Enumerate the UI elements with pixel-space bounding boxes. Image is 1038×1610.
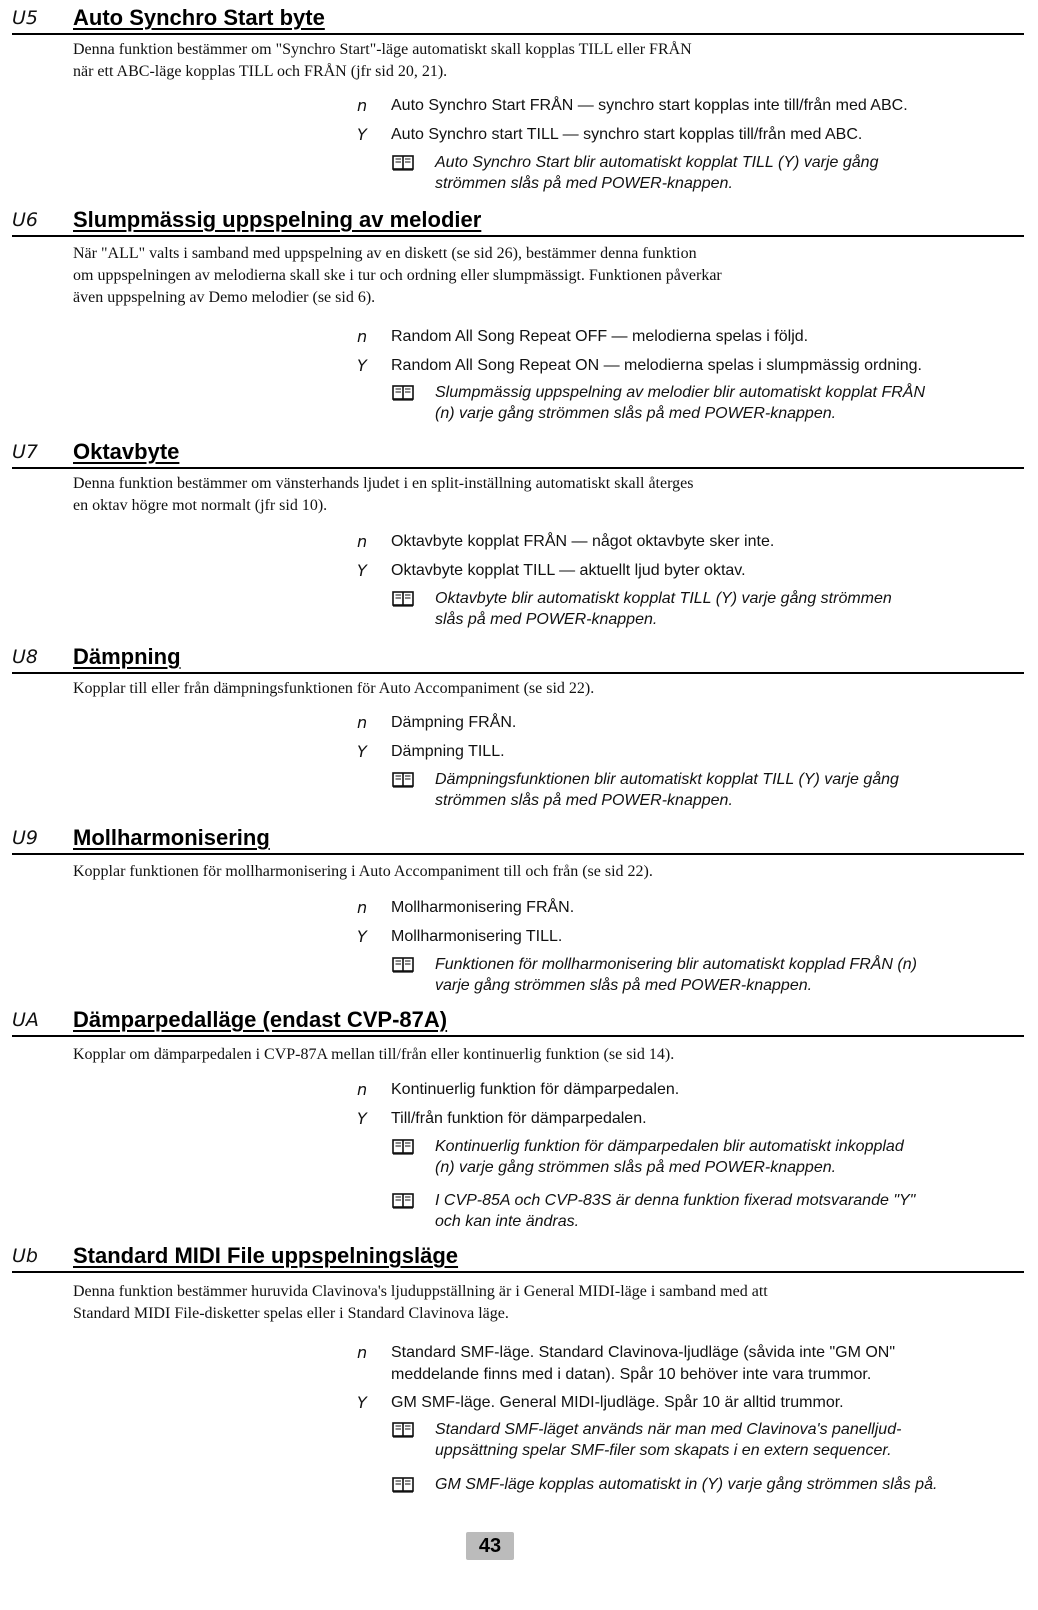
- section-title: Dämparpedalläge (endast CVP-87A): [73, 1007, 448, 1032]
- book-icon: [392, 591, 414, 607]
- option-text: Auto Synchro Start FRÅN — synchro start kopplas inte till/från med ABC.: [391, 97, 908, 114]
- note-text: Funktionen för mollharmonisering blir automatiskt kopplad FRÅN (n) varje gång strömmen slås på med POWER-knappen.: [435, 956, 917, 994]
- section-rule: [12, 235, 1024, 237]
- option-y: [345, 560, 1015, 582]
- section-title: Slumpmässig uppspelning av melodier: [73, 207, 482, 232]
- section-header: [0, 6, 1038, 38]
- option-n: [345, 531, 1015, 553]
- section-rule: [12, 853, 1024, 855]
- section-code: Ub: [12, 1245, 38, 1267]
- option-key: n: [357, 713, 368, 732]
- option-key: n: [357, 898, 368, 917]
- section-description: När "ALL" valts i samband med uppspelning av en diskett (se sid 26), bestämmer denna funktion om uppspelningen av melodierna skall ske i tur och ordning eller slumpmässigt. Funktionen påverkar även uppspelning av Demo melodier (se sid 6).: [73, 245, 722, 306]
- section-header: [0, 1244, 1038, 1276]
- note-text: Oktavbyte blir automatiskt kopplat TILL (Y) varje gång strömmen slås på med POWER-knappen.: [435, 590, 892, 628]
- section-description: Denna funktion bestämmer huruvida Clavinova's ljuduppställning är i General MIDI-läge i samband med att Standard MIDI File-disketter spelas eller i Standard Clavinova läge.: [73, 1283, 768, 1322]
- section-title: Mollharmonisering: [73, 825, 270, 850]
- option-y: [345, 1108, 1015, 1130]
- section-u9: [0, 825, 1038, 994]
- book-icon: [392, 155, 414, 171]
- option-n: [345, 897, 1015, 919]
- note-text: Standard SMF-läget används när man med Clavinova's panelljud- uppsättning spelar SMF-filer som skapats i en extern sequencer.: [435, 1421, 902, 1459]
- option-text: Kontinuerlig funktion för dämparpedalen.: [391, 1081, 680, 1098]
- section-title: Auto Synchro Start byte: [73, 5, 325, 30]
- section-header: [0, 208, 1038, 240]
- option-text: Oktavbyte kopplat FRÅN — något oktavbyte sker inte.: [391, 533, 775, 550]
- option-n: [345, 712, 1015, 734]
- section-title: Dämpning: [73, 644, 181, 669]
- option-y: [345, 1392, 1015, 1414]
- section-description: Kopplar funktionen för mollharmonisering i Auto Accompaniment till och från (se sid 22).: [73, 863, 653, 880]
- note-text: Slumpmässig uppspelning av melodier blir automatiskt kopplat FRÅN (n) varje gång strömmen slås på med POWER-knappen.: [435, 384, 925, 422]
- option-key: n: [357, 327, 368, 346]
- book-icon: [392, 1193, 414, 1209]
- section-header: [0, 440, 1038, 472]
- option-text: Dämpning FRÅN.: [391, 714, 517, 731]
- option-key: Y: [357, 1393, 367, 1412]
- section-rule: [12, 467, 1024, 469]
- option-text: GM SMF-läge. General MIDI-ljudläge. Spår 10 är alltid trummor.: [391, 1394, 844, 1411]
- option-y: [345, 926, 1015, 948]
- note-text: GM SMF-läge kopplas automatiskt in (Y) varje gång strömmen slås på.: [435, 1476, 938, 1493]
- note-text: Dämpningsfunktionen blir automatiskt kopplat TILL (Y) varje gång strömmen slås på med POWER-knappen.: [435, 771, 899, 809]
- option-key: Y: [357, 125, 367, 144]
- section-rule: [12, 33, 1024, 35]
- option-key: n: [357, 1343, 368, 1362]
- option-text: Standard SMF-läge. Standard Clavinova-ljudläge (såvida inte "GM ON" meddelande finns med i datan). Spår 10 behöver inte vara trummor.: [391, 1344, 896, 1383]
- option-n: [345, 1342, 1015, 1386]
- section-ua: [0, 1007, 1038, 1230]
- section-header: [0, 826, 1038, 858]
- option-text: Mollharmonisering TILL.: [391, 928, 563, 945]
- section-rule: [12, 672, 1024, 674]
- section-code: UA: [12, 1009, 39, 1031]
- section-title: Standard MIDI File uppspelningsläge: [73, 1243, 459, 1268]
- option-key: Y: [357, 742, 367, 761]
- section-header: [0, 645, 1038, 677]
- note-text: Kontinuerlig funktion för dämparpedalen blir automatiskt inkopplad (n) varje gång strömmen slås på med POWER-knappen.: [435, 1138, 904, 1176]
- option-y: [345, 355, 1015, 377]
- page-number-badge: [466, 1532, 514, 1560]
- option-text: Dämpning TILL.: [391, 743, 505, 760]
- book-icon: [392, 957, 414, 973]
- section-u6: [0, 207, 1038, 422]
- section-code: U7: [12, 441, 38, 463]
- section-code: U5: [12, 7, 38, 29]
- section-ub: [0, 1243, 1038, 1493]
- option-text: Random All Song Repeat ON — melodierna spelas i slumpmässig ordning.: [391, 357, 922, 374]
- section-u8: [0, 644, 1038, 809]
- book-icon: [392, 772, 414, 788]
- note-text: Auto Synchro Start blir automatiskt kopplat TILL (Y) varje gång strömmen slås på med POWER-knappen.: [435, 154, 879, 192]
- option-key: n: [357, 532, 368, 551]
- section-u5: [0, 5, 1038, 192]
- option-key: n: [357, 1080, 368, 1099]
- section-rule: [12, 1035, 1024, 1037]
- option-text: Oktavbyte kopplat TILL — aktuellt ljud byter oktav.: [391, 562, 746, 579]
- section-description: Kopplar till eller från dämpningsfunktionen för Auto Accompaniment (se sid 22).: [73, 680, 595, 697]
- option-text: Random All Song Repeat OFF — melodierna spelas i följd.: [391, 328, 809, 345]
- option-text: Till/från funktion för dämparpedalen.: [391, 1110, 647, 1127]
- section-code: U8: [12, 646, 38, 668]
- option-text: Mollharmonisering FRÅN.: [391, 899, 575, 916]
- option-key: Y: [357, 1109, 367, 1128]
- section-code: U6: [12, 209, 38, 231]
- page-number: 43: [478, 1535, 502, 1557]
- book-icon: [392, 1422, 414, 1438]
- option-key: Y: [357, 356, 367, 375]
- option-key: n: [357, 96, 368, 115]
- option-y: [345, 741, 1015, 763]
- book-icon: [392, 1477, 414, 1493]
- option-key: Y: [357, 927, 367, 946]
- section-description: Kopplar om dämparpedalen i CVP-87A mellan till/från eller kontinuerlig funktion (se sid 14).: [73, 1046, 675, 1063]
- section-description: Denna funktion bestämmer om "Synchro Start"-läge automatiskt skall kopplas TILL eller FRÅN när ett ABC-läge kopplas TILL och FRÅN (jfr sid 20, 21).: [73, 41, 692, 80]
- section-code: U9: [12, 827, 38, 849]
- section-header: [0, 1008, 1038, 1040]
- option-key: Y: [357, 561, 367, 580]
- option-text: Auto Synchro start TILL — synchro start kopplas till/från med ABC.: [391, 126, 863, 143]
- section-title: Oktavbyte: [73, 439, 180, 464]
- option-y: [345, 124, 1015, 146]
- option-n: [345, 326, 1015, 348]
- book-icon: [392, 1139, 414, 1155]
- section-description: Denna funktion bestämmer om vänsterhands ljudet i en split-inställning automatiskt skall återges en oktav högre mot normalt (jfr sid 10).: [73, 475, 694, 514]
- book-icon: [392, 385, 414, 401]
- note-text: I CVP-85A och CVP-83S är denna funktion fixerad motsvarande "Y" och kan inte ändras.: [435, 1192, 916, 1230]
- option-n: [345, 95, 1015, 117]
- section-u7: [0, 439, 1038, 628]
- option-n: [345, 1079, 1015, 1101]
- section-rule: [12, 1271, 1024, 1273]
